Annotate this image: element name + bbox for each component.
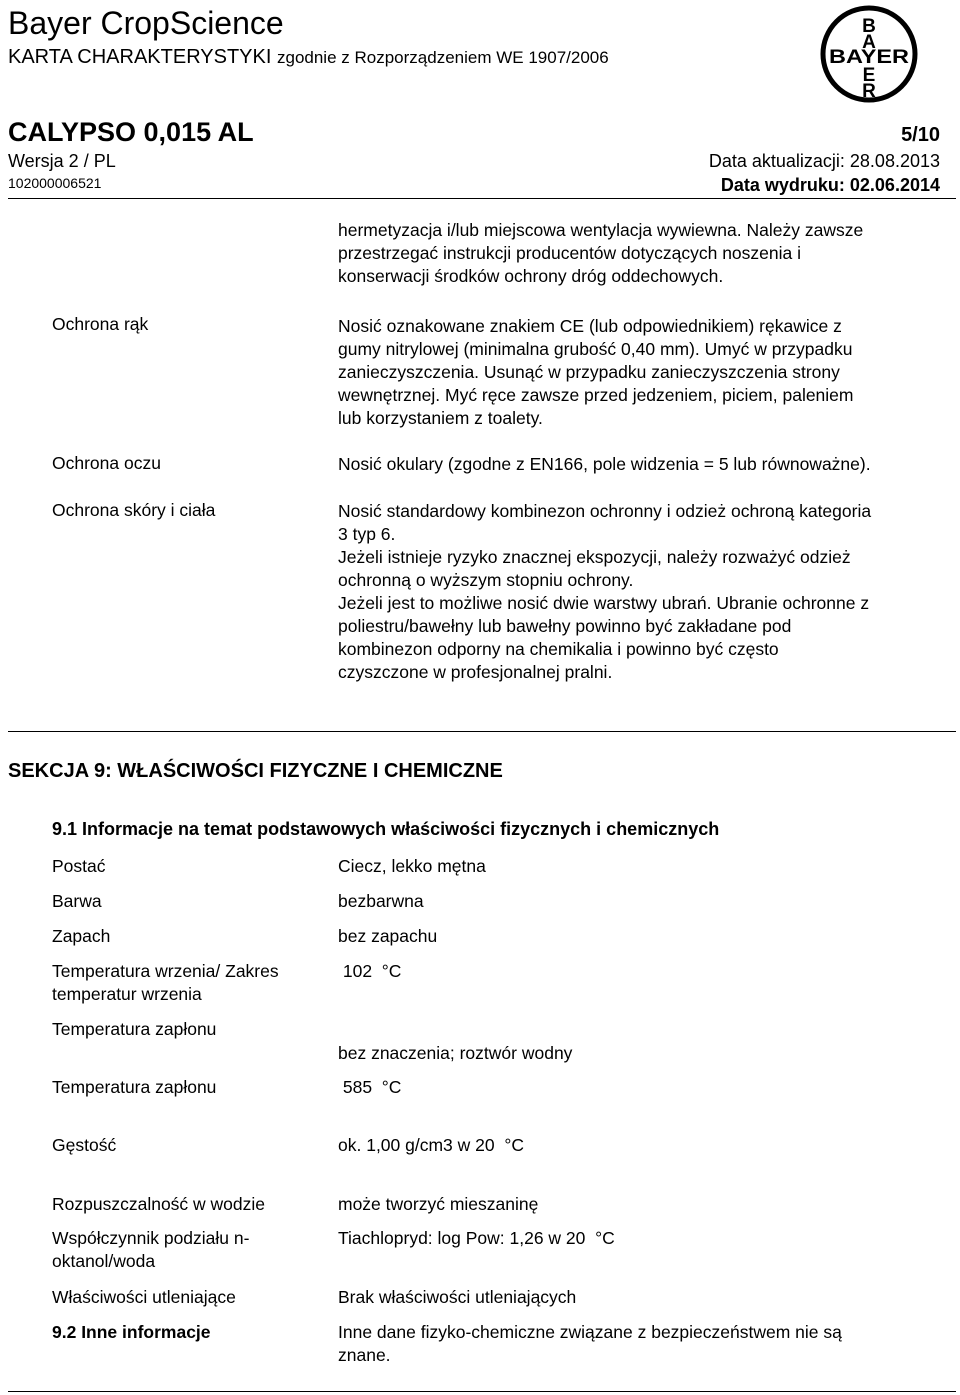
- text-line: 3 typ 6.: [338, 524, 396, 544]
- version-label: Wersja 2 / PL: [8, 151, 116, 171]
- text-line: konserwacji środków ochrony dróg oddechowych.: [338, 266, 724, 286]
- text-line: temperatur wrzenia: [52, 984, 202, 1004]
- text-line: Nosić standardowy kombinezon ochronny i odzież ochroną kategoria: [338, 501, 872, 521]
- prop-label-partition-coefficient: [52, 1227, 249, 1273]
- text-line: Inne dane fizyko-chemiczne związane z bezpieczeństwem nie są: [338, 1322, 842, 1342]
- prop-value-oxidizing-properties: Brak właściwości utleniających: [338, 1287, 577, 1307]
- prop-value-form: Ciecz, lekko mętna: [338, 856, 486, 876]
- text-line: Jeżeli istnieje ryzyko znacznej ekspozycji, należy rozważyć odzież: [338, 547, 851, 567]
- logo-letter-a: A: [862, 32, 876, 53]
- prop-label-color: Barwa: [52, 891, 102, 911]
- text-line: Jeżeli jest to możliwe nosić dwie warstwy ubrań. Ubranie ochronne z: [338, 593, 870, 613]
- product-name: CALYPSO 0,015 AL: [8, 117, 254, 147]
- section-9-title: SEKCJA 9: WŁAŚCIWOŚCI FIZYCZNE I CHEMICZNE: [8, 760, 503, 782]
- prop-label-boiling-point: [52, 960, 279, 1006]
- company-name: Bayer CropScience: [8, 5, 284, 41]
- document-type: [8, 44, 609, 71]
- prop-value-partition-coefficient: Tiachlopryd: log Pow: 1,26 w 20 °C: [338, 1228, 615, 1248]
- prop-label-flash-point: Temperatura zapłonu: [52, 1019, 217, 1039]
- logo-letter-e: E: [862, 65, 876, 86]
- document-type-title: KARTA CHARAKTERYSTYKI: [8, 46, 272, 68]
- text-line: lub korzystaniem z toalety.: [338, 408, 543, 428]
- prop-label-form: Postać: [52, 856, 106, 876]
- prop-value-density: ok. 1,00 g/cm3 w 20 °C: [338, 1135, 524, 1155]
- prop-label-odor: Zapach: [52, 926, 111, 946]
- skin-protection-label: Ochrona skóry i ciała: [52, 500, 216, 520]
- hand-protection-text: [338, 315, 854, 430]
- text-line: wewnętrznej. Myć ręce zawsze przed jedzeniem, piciem, paleniem: [338, 385, 854, 405]
- regulation-reference: zgodnie z Rozporządzeniem WE 1907/2006: [276, 48, 609, 67]
- text-line: przestrzegać instrukcji producentów dotyczących noszenia i: [338, 243, 801, 263]
- text-line: kombinezon odporny na chemikalia i powinno być często: [338, 639, 779, 659]
- logo-letter-r: R: [862, 81, 876, 102]
- text-line: ochronną o wyższym stopniu ochrony.: [338, 570, 634, 590]
- text-line: znane.: [338, 1345, 391, 1365]
- text-line: poliestru/bawełny lub bawełny powinno być zakładane pod: [338, 616, 792, 636]
- eye-protection-label: Ochrona oczu: [52, 453, 161, 473]
- other-information-text: [338, 1321, 842, 1367]
- prop-value-water-solubility: może tworzyć mieszaninę: [338, 1194, 539, 1214]
- prop-label-water-solubility: Rozpuszczalność w wodzie: [52, 1194, 266, 1214]
- footer-divider: [8, 1391, 956, 1392]
- page-number: 5/10: [901, 124, 940, 146]
- logo-letter-b: B: [862, 16, 876, 37]
- logo-horizontal-word: BAYER: [829, 47, 910, 68]
- subsection-9-1-title: 9.1 Informacje na temat podstawowych właściwości fizycznych i chemicznych: [52, 819, 720, 839]
- eye-protection-text: Nosić okulary (zgodne z EN166, pole widzenia = 5 lub równoważne).: [338, 454, 871, 474]
- text-line: hermetyzacja i/lub miejscowa wentylacja wywiewna. Należy zawsze: [338, 220, 864, 240]
- update-date: Data aktualizacji: 28.08.2013: [708, 151, 940, 171]
- prop-label-oxidizing-properties: Właściwości utleniające: [52, 1287, 236, 1307]
- prop-label-density: Gęstość: [52, 1135, 117, 1155]
- text-line: zanieczyszczenia. Usunąć w przypadku zanieczyszczenia strony: [338, 362, 840, 382]
- product-id: 102000006521: [8, 175, 102, 191]
- subsection-9-2-title: 9.2 Inne informacje: [52, 1322, 211, 1342]
- text-line: gumy nitrylowej (minimalna grubość 0,40 mm). Umyć w przypadku: [338, 339, 853, 359]
- prop-value-flash-point: bez znaczenia; roztwór wodny: [338, 1043, 573, 1063]
- bayer-cross-logo: [815, 5, 923, 103]
- prop-value-color: bezbarwna: [338, 891, 424, 911]
- prop-value-boiling-point: 102 °C: [338, 961, 402, 981]
- text-line: Nosić oznakowane znakiem CE (lub odpowiednikiem) rękawice z: [338, 316, 842, 336]
- print-date: Data wydruku: 02.06.2014: [720, 175, 940, 195]
- prop-value-ignition-temperature: 585 °C: [338, 1077, 402, 1097]
- prop-label-ignition-temperature: Temperatura zapłonu: [52, 1077, 217, 1097]
- text-line: Współczynnik podziału n-: [52, 1228, 250, 1248]
- header-divider: [8, 198, 956, 199]
- prop-value-odor: bez zapachu: [338, 926, 438, 946]
- hand-protection-label: Ochrona rąk: [52, 314, 149, 334]
- text-line: oktanol/woda: [52, 1251, 156, 1271]
- text-line: czyszczone w profesjonalnej pralni.: [338, 662, 613, 682]
- skin-protection-text: [338, 500, 871, 684]
- text-line: Temperatura wrzenia/ Zakres: [52, 961, 279, 981]
- section-divider: [8, 731, 956, 732]
- respiratory-protection-text: [338, 219, 863, 288]
